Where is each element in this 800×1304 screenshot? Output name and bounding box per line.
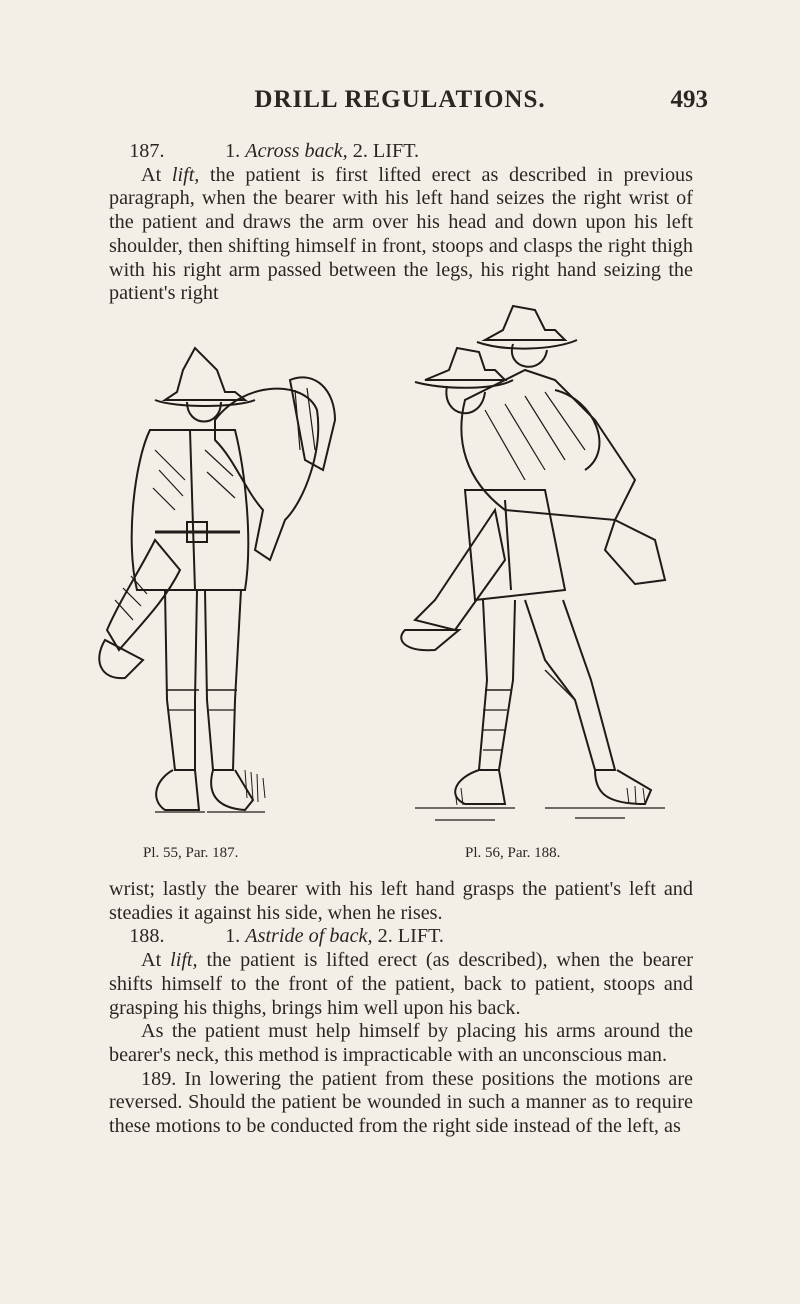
section-number: 187. xyxy=(129,140,165,162)
section-187-continuation: wrist; lastly the bearer with his left hand grasps the patient's left and steadies it against his side, when he rises. xyxy=(109,878,693,924)
para-text: the patient is first lifted erect as described in previous paragraph, when the bearer with his left hand seizes the right wrist of the patient and draws the arm over his head and down upon his left shoulder, then shifting himself in front, stoops and clasps the right thigh with his right arm passed between the legs, his right hand seizing the patient's right xyxy=(109,163,693,305)
command-lift: 2. LIFT. xyxy=(352,140,420,162)
command-number: 1. xyxy=(225,140,241,162)
plate-56-caption: Pl. 56, Par. 188. xyxy=(465,845,561,861)
command-text: Astride of back, xyxy=(245,925,373,948)
section-number: 188. xyxy=(129,925,165,948)
section-188-paragraph-2: As the patient must help himself by placing his arms around the bearer's neck, this method is impracticable with an unconscious man. xyxy=(109,1020,693,1066)
para-lead: At xyxy=(141,163,162,186)
command-number: 1. xyxy=(225,925,241,948)
section-189-paragraph xyxy=(109,1068,693,1139)
section-number: 189. xyxy=(141,1067,177,1090)
plate-55-illustration xyxy=(95,300,365,840)
figure-plates xyxy=(95,300,695,862)
para-lead-italic: lift, xyxy=(170,949,198,972)
section-187-continuation-block xyxy=(109,878,693,1139)
running-head xyxy=(0,86,800,120)
plate-55-caption: Pl. 55, Par. 187. xyxy=(143,845,239,861)
section-187-top xyxy=(109,140,693,306)
para-text: the patient is lifted erect (as described), when the bearer shifts himself to the front of the patient, back to patient, stoops and grasping his thighs, brings him well upon his back. xyxy=(109,949,694,1019)
section-188-heading xyxy=(109,925,693,949)
section-187-paragraph xyxy=(109,164,693,306)
para-text: In lowering the patient from these positions the motions are reversed. Should the patient be wounded in such a manner as to require these motions to be conducted from the right side instead of the left, as xyxy=(109,1067,694,1138)
section-188-paragraph xyxy=(109,949,693,1020)
command-text: Across back, xyxy=(245,140,348,162)
running-title: DRILL REGULATIONS. xyxy=(254,86,546,113)
plate-56-illustration xyxy=(395,300,685,840)
command-lift: 2. LIFT. xyxy=(377,925,444,948)
para-lead: At xyxy=(141,949,162,972)
para-lead-italic: lift, xyxy=(171,163,200,186)
page-number: 493 xyxy=(670,86,708,113)
section-187-heading xyxy=(109,140,693,164)
